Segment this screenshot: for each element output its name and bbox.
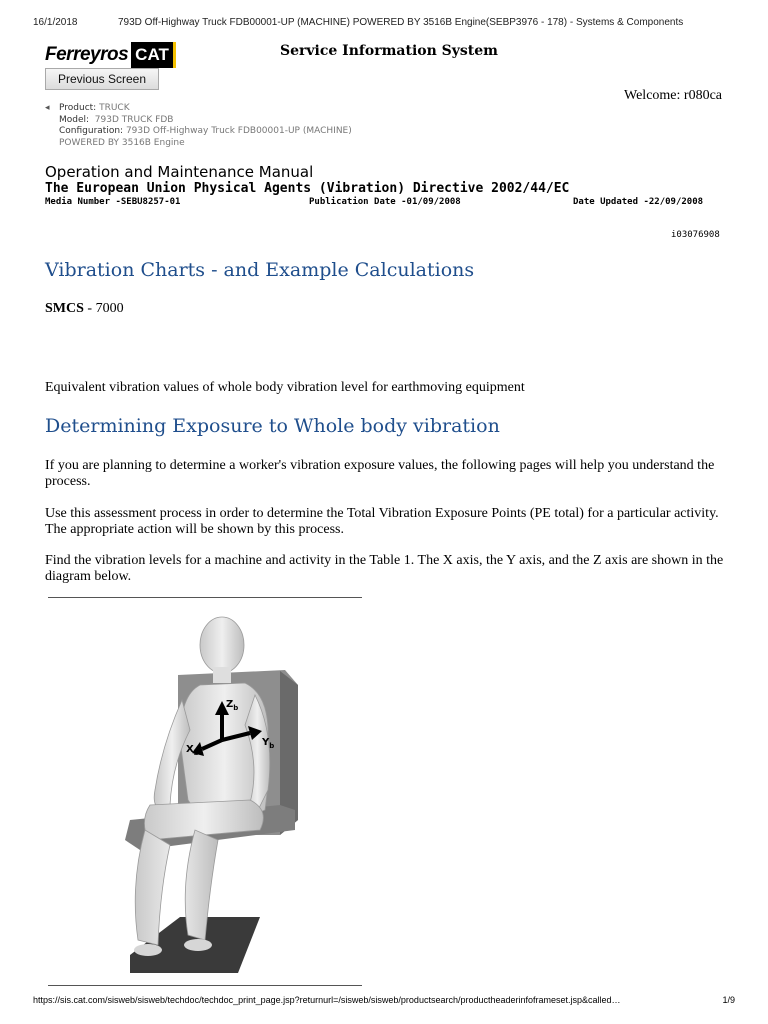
model-label: Model: [59,114,90,125]
product-value: TRUCK [99,103,130,113]
media-number: Media Number -SEBU8257-01 [45,197,181,207]
model-value: 793D TRUCK FDB [94,114,174,125]
paragraph-1: If you are planning to determine a worker's vibration exposure values, the following pages will help you understand the process. [45,458,715,489]
smcs-code [45,301,124,317]
manual-title: Operation and Maintenance Manual [45,163,314,181]
previous-screen-button[interactable]: Previous Screen [45,68,159,90]
print-page-title: 793D Off-Highway Truck FDB00001-UP (MACHINE) POWERED BY 3516B Engine(SEBP3976 - 178) - Systems & Components [118,17,684,28]
configuration-value: 793D Off-Highway Truck FDB00001-UP (MACHINE) [125,126,352,136]
paragraph-2: Use this assessment process in order to determine the Total Vibration Exposure Points (PE total) for a particular activity. The appropriate action will be shown by this process. [45,506,719,537]
seated-person-vibration-axes-figure [100,605,360,977]
figure-bottom-divider [48,985,362,986]
smcs-label: SMCS [45,301,84,316]
cat-logo: CAT [131,42,176,68]
date-updated: Date Updated -22/09/2008 [573,197,704,207]
subheading: Determining Exposure to Whole body vibration [45,415,500,437]
page-number: 1/9 [722,995,735,1005]
product-label: Product: [59,103,97,113]
document-id: i03076908 [671,230,720,240]
system-title: Service Information System [280,43,498,59]
smcs-value: - 7000 [83,301,124,316]
page-url: https://sis.cat.com/sisweb/sisweb/techdoc/techdoc_print_page.jsp?returnurl=/sisweb/sisweb/productsearch/productheaderinfoframeset.jsp&called… [33,995,621,1005]
person-head [200,617,244,673]
product-info [45,103,352,149]
paragraph-3: Find the vibration levels for a machine and activity in the Table 1. The X axis, the Y axis, and the Z axis are shown in the diagram below. [45,553,724,584]
figure-top-divider [48,597,362,598]
directive-title: The European Union Physical Agents (Vibration) Directive 2002/44/EC [45,181,570,196]
configuration-label: Configuration: [59,126,124,136]
ferreyros-logo-text: Ferreyros [45,43,129,65]
axis-z-label: $Z_b$ [226,699,239,712]
section-title: Vibration Charts - and Example Calculations [45,259,475,281]
equivalent-values-text: Equivalent vibration values of whole body vibration level for earthmoving equipment [45,380,525,395]
ferreyros-cat-logo [45,40,176,69]
print-date: 16/1/2018 [33,17,78,28]
chevron-left-icon[interactable]: ◂ [45,103,50,113]
publication-date: Publication Date -01/09/2008 [309,197,461,207]
print-footer [33,995,743,1005]
axis-x-label: $X_b$ [186,744,199,757]
welcome-user: Welcome: r080ca [624,88,722,103]
axis-y-label: $Y_b$ [262,737,275,750]
configuration-value-line2: POWERED BY 3516B Engine [59,137,185,148]
